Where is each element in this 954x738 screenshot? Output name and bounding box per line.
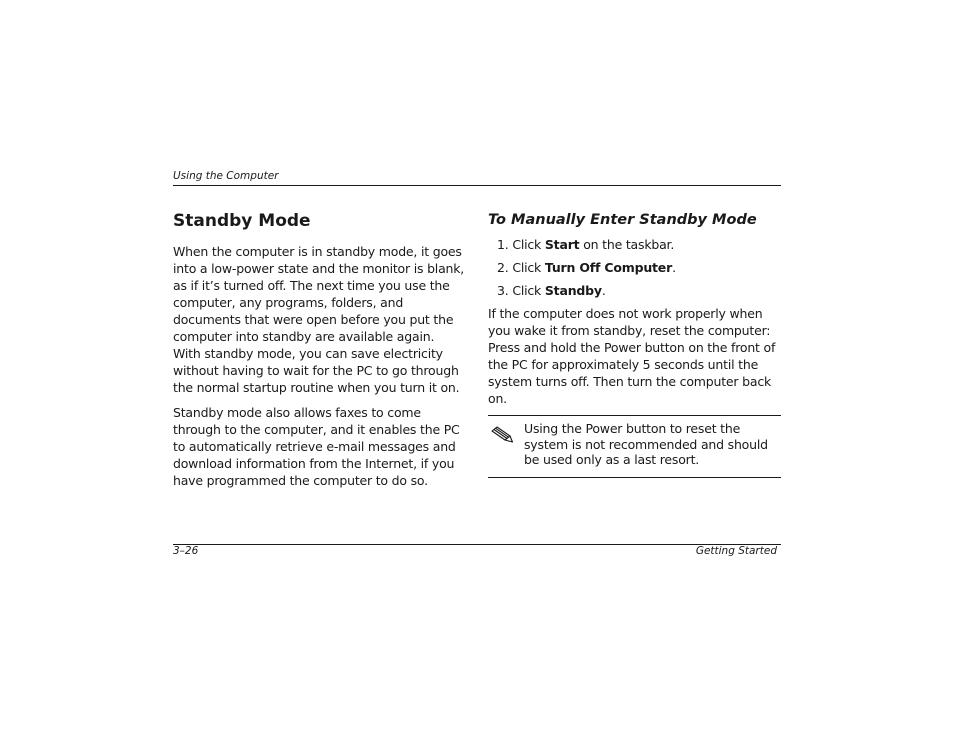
left-column: [173, 210, 465, 497]
note-box: [488, 415, 781, 478]
book-title: Getting Started: [695, 545, 777, 557]
running-header: Using the Computer: [173, 170, 279, 182]
step-item: 2. Click Turn Off Computer.: [497, 260, 676, 275]
paragraph-reset-instructions: If the computer does not work properly when you wake it from standby, reset the computer: Press and hold the Power button on the front of the PC for approximately 5 seconds until the system turns off. Then turn the computer back on.: [488, 306, 776, 406]
step-item: 3. Click Standby.: [497, 283, 606, 298]
pencil-note-icon: [490, 423, 516, 445]
note-text: Using the Power button to reset the system is not recommended and should be used only as a last resort.: [524, 421, 768, 467]
header-rule: [173, 185, 781, 186]
procedure-steps: [488, 236, 781, 299]
section-title: Standby Mode: [173, 211, 311, 231]
page-number: 3–26: [173, 545, 199, 557]
step-item: 1. Click Start on the taskbar.: [497, 237, 675, 252]
footer-rule: [173, 544, 781, 545]
paragraph-standby-description: When the computer is in standby mode, it goes into a low-power state and the monitor is blank, as if it’s turned off. The next time you use the computer, any programs, folders, and documents that were open before you put the computer into standby are available again. With standby mode, you can save electricity without having to wait for the PC to go through the normal startup routine when you turn it on.: [173, 244, 465, 395]
right-column: [488, 210, 781, 478]
procedure-title: To Manually Enter Standby Mode: [488, 212, 757, 228]
paragraph-standby-faxes: Standby mode also allows faxes to come through to the computer, and it enables the PC to automatically retrieve e-mail messages and download information from the Internet, if you have programmed the computer to do so.: [173, 405, 460, 488]
